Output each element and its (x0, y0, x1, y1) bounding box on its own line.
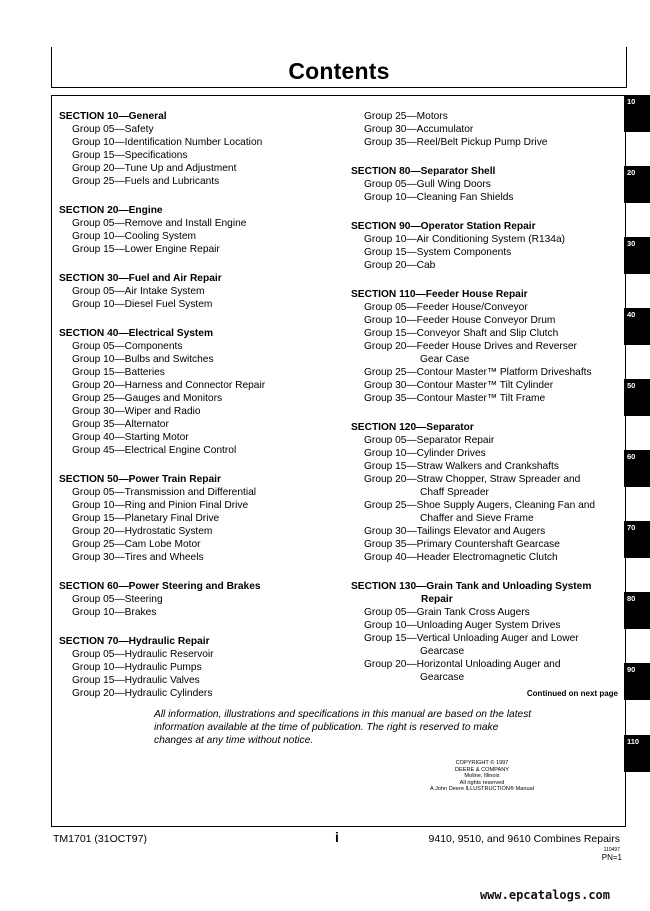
section-tab-60[interactable]: 60 (624, 450, 650, 487)
section-title[interactable] (59, 204, 344, 217)
section-title[interactable] (59, 635, 344, 648)
toc-group-entry[interactable] (351, 327, 621, 340)
footer-doc-id: TM1701 (31OCT97) (53, 833, 147, 845)
toc-group-entry[interactable] (59, 661, 344, 674)
section-title-text: SECTION 20—Engine (59, 205, 163, 216)
group-label-continuation: Chaff Spreader (420, 487, 489, 498)
toc-group-entry[interactable] (351, 191, 621, 204)
toc-group-entry[interactable] (351, 525, 621, 538)
section-tab-50[interactable]: 50 (624, 379, 650, 416)
group-label: Group 10—Bulbs and Switches (72, 354, 214, 365)
toc-section (351, 110, 621, 149)
group-label: Group 10—Hydraulic Pumps (72, 662, 202, 673)
group-label: Group 20—Hydrostatic System (72, 526, 213, 537)
toc-group-entry[interactable] (351, 136, 621, 149)
toc-group-entry[interactable] (351, 551, 621, 564)
toc-group-entry[interactable] (59, 353, 344, 366)
toc-group-entry[interactable] (351, 460, 621, 473)
toc-group-entry[interactable] (59, 392, 344, 405)
toc-section (351, 165, 621, 204)
toc-group-entry[interactable] (59, 405, 344, 418)
section-title-continuation: Repair (421, 594, 453, 605)
toc-group-entry[interactable] (351, 178, 621, 191)
toc-group-entry[interactable] (59, 538, 344, 551)
group-label: Group 25—Motors (364, 111, 448, 122)
toc-group-entry[interactable] (59, 366, 344, 379)
section-tab-90[interactable]: 90 (624, 663, 650, 700)
group-label: Group 05—Feeder House/Conveyor (364, 302, 528, 313)
toc-group-entry[interactable] (351, 123, 621, 136)
section-tab-80[interactable]: 80 (624, 592, 650, 629)
toc-section (59, 580, 344, 619)
group-label: Group 20—Tune Up and Adjustment (72, 163, 237, 174)
group-label: Group 10—Feeder House Conveyor Drum (364, 315, 556, 326)
group-label: Group 15—Vertical Unloading Auger and Lower (364, 633, 579, 644)
toc-group-entry[interactable] (59, 136, 344, 149)
group-label: Group 30—Accumulator (364, 124, 474, 135)
group-label: Group 05—Separator Repair (364, 435, 495, 446)
group-label: Group 15—Planetary Final Drive (72, 513, 220, 524)
group-label: Group 05—Safety (72, 124, 154, 135)
section-title-text: SECTION 30—Fuel and Air Repair (59, 273, 222, 284)
toc-group-entry[interactable] (351, 301, 621, 314)
title-box (51, 47, 627, 88)
toc-group-entry[interactable] (351, 340, 621, 366)
toc-group-entry[interactable] (59, 486, 344, 499)
copyright-line: COPYRIGHT © 1997 (455, 760, 509, 766)
toc-group-entry[interactable] (351, 499, 621, 525)
group-label: Group 35—Primary Countershaft Gearcase (364, 539, 560, 550)
group-label: Group 15—Conveyor Shaft and Slip Clutch (364, 328, 559, 339)
section-title-text: SECTION 120—Separator (351, 422, 474, 433)
section-title-text: SECTION 40—Electrical System (59, 328, 214, 339)
group-label-continuation: Gearcase (420, 672, 465, 683)
section-title-text: SECTION 50—Power Train Repair (59, 474, 221, 485)
group-label: Group 10—Air Conditioning System (R134a) (364, 234, 566, 245)
section-title[interactable] (351, 220, 621, 233)
group-label: Group 30—Tires and Wheels (72, 552, 204, 563)
footer-pn: PN=1 (601, 853, 622, 862)
group-label: Group 20—Horizontal Unloading Auger and (364, 659, 561, 670)
group-label: Group 10—Brakes (72, 607, 157, 618)
group-label: Group 25—Cam Lobe Motor (72, 539, 201, 550)
toc-group-entry[interactable] (59, 648, 344, 661)
toc-group-entry[interactable] (351, 538, 621, 551)
toc-group-entry[interactable] (351, 379, 621, 392)
group-label: Group 10—Unloading Auger System Drives (364, 620, 561, 631)
group-label: Group 10—Identification Number Location (72, 137, 263, 148)
toc-section (351, 580, 621, 684)
group-label: Group 25—Shoe Supply Augers, Cleaning Fan and (364, 500, 596, 511)
toc-section (59, 110, 344, 188)
section-title-text: SECTION 130—Grain Tank and Unloading System (351, 581, 592, 592)
group-label: Group 10—Cooling System (72, 231, 197, 242)
group-label: Group 15—Lower Engine Repair (72, 244, 220, 255)
section-tab-70[interactable]: 70 (624, 521, 650, 558)
group-label: Group 20—Harness and Connector Repair (72, 380, 266, 391)
toc-group-entry[interactable] (351, 619, 621, 632)
group-label: Group 25—Gauges and Monitors (72, 393, 223, 404)
section-title[interactable] (351, 421, 621, 434)
group-label-continuation: Chaffer and Sieve Frame (420, 513, 534, 524)
toc-group-entry[interactable] (351, 606, 621, 619)
group-label: Group 05—Air Intake System (72, 286, 205, 297)
group-label-continuation: Gearcase (420, 646, 465, 657)
section-title-text: SECTION 10—General (59, 111, 167, 122)
section-title[interactable] (351, 165, 621, 178)
toc-group-entry[interactable] (59, 674, 344, 687)
toc-group-entry[interactable] (351, 366, 621, 379)
group-label: Group 10—Diesel Fuel System (72, 299, 213, 310)
disclaimer: All information, illustrations and specifications in this manual are based on the latest information available at the time of publication. The right is reserved to make changes at any time without notice. (154, 709, 532, 746)
group-label: Group 05—Remove and Install Engine (72, 218, 247, 229)
group-label: Group 25—Fuels and Lubricants (72, 176, 220, 187)
section-title-text: SECTION 80—Separator Shell (351, 166, 496, 177)
toc-group-entry[interactable] (351, 447, 621, 460)
toc-section (59, 327, 344, 457)
section-tab-30[interactable]: 30 (624, 237, 650, 274)
group-label: Group 05—Transmission and Differential (72, 487, 257, 498)
toc-section (59, 473, 344, 564)
toc-group-entry[interactable] (59, 230, 344, 243)
toc-group-entry[interactable] (59, 217, 344, 230)
toc-group-entry[interactable] (351, 658, 621, 684)
group-label: Group 05—Components (72, 341, 183, 352)
copyright-block (397, 760, 567, 793)
toc-section (351, 421, 621, 564)
group-label: Group 05—Hydraulic Reservoir (72, 649, 214, 660)
group-label: Group 30—Contour Master™ Tilt Cylinder (364, 380, 554, 391)
page-title: Contents (288, 58, 390, 84)
toc-group-entry[interactable] (59, 243, 344, 256)
toc-group-entry[interactable] (351, 314, 621, 327)
toc-section (59, 204, 344, 256)
group-label: Group 15—Batteries (72, 367, 165, 378)
watermark-text: www.epcatalogs.com (479, 888, 610, 902)
group-label: Group 35—Alternator (72, 419, 169, 430)
section-title[interactable] (59, 327, 344, 340)
right-column (351, 110, 621, 700)
group-label: Group 05—Steering (72, 594, 163, 605)
copyright-line: DEERE & COMPANY (455, 766, 509, 773)
toc-group-entry[interactable] (351, 392, 621, 405)
group-label: Group 15—Straw Walkers and Crankshafts (364, 461, 559, 472)
group-label: Group 20—Straw Chopper, Straw Spreader and (364, 474, 581, 485)
toc-section (351, 220, 621, 272)
footer-code: 110497 (603, 847, 620, 853)
toc-group-entry[interactable] (59, 418, 344, 431)
group-label: Group 40—Starting Motor (72, 432, 189, 443)
footer-doc-title: 9410, 9510, and 9610 Combines Repairs (428, 833, 620, 845)
group-label: Group 45—Electrical Engine Control (72, 445, 237, 456)
copyright-line: Moline, Illinois (464, 773, 500, 779)
section-title[interactable] (351, 580, 621, 606)
toc-group-entry[interactable] (59, 606, 344, 619)
section-title[interactable] (59, 580, 344, 593)
toc-group-entry[interactable] (59, 593, 344, 606)
section-tab-10[interactable]: 10 (624, 95, 650, 132)
toc-group-entry[interactable] (59, 175, 344, 188)
toc-group-entry[interactable] (59, 687, 344, 700)
section-title[interactable] (59, 473, 344, 486)
toc-group-entry[interactable] (351, 233, 621, 246)
group-label: Group 30—Tailings Elevator and Augers (364, 526, 546, 537)
toc-group-entry[interactable] (351, 110, 621, 123)
group-label: Group 35—Reel/Belt Pickup Pump Drive (364, 137, 548, 148)
group-label: Group 10—Cylinder Drives (364, 448, 486, 459)
section-tab-40[interactable]: 40 (624, 308, 650, 345)
section-title[interactable] (351, 288, 621, 301)
toc-group-entry[interactable] (59, 444, 344, 457)
toc-group-entry[interactable] (59, 431, 344, 444)
section-tab-110[interactable]: 110 (624, 735, 650, 772)
left-column (59, 110, 344, 716)
toc-group-entry[interactable] (59, 551, 344, 564)
toc-group-entry[interactable] (351, 434, 621, 447)
toc-group-entry[interactable] (59, 298, 344, 311)
toc-group-entry[interactable] (351, 259, 621, 272)
continued-note: Continued on next page (526, 689, 618, 698)
toc-group-entry[interactable] (59, 340, 344, 353)
group-label: Group 10—Ring and Pinion Final Drive (72, 500, 249, 511)
group-label: Group 35—Contour Master™ Tilt Frame (364, 393, 546, 404)
toc-group-entry[interactable] (59, 149, 344, 162)
toc-group-entry[interactable] (351, 473, 621, 499)
section-tab-20[interactable]: 20 (624, 166, 650, 203)
copyright-line: All rights reserved (459, 779, 505, 786)
toc-group-entry[interactable] (59, 162, 344, 175)
toc-section (59, 272, 344, 311)
toc-section (351, 288, 621, 405)
group-label: Group 10—Cleaning Fan Shields (364, 192, 514, 203)
section-title-text: SECTION 90—Operator Station Repair (351, 221, 536, 232)
section-title[interactable] (59, 272, 344, 285)
toc-group-entry[interactable] (351, 246, 621, 259)
group-label: Group 15—Hydraulic Valves (72, 675, 200, 686)
toc-group-entry[interactable] (59, 499, 344, 512)
section-title[interactable] (59, 110, 344, 123)
group-label: Group 20—Hydraulic Cylinders (72, 688, 213, 699)
toc-group-entry[interactable] (59, 379, 344, 392)
section-title-text: SECTION 70—Hydraulic Repair (59, 636, 210, 647)
toc-group-entry[interactable] (59, 285, 344, 298)
group-label: Group 40—Header Electromagnetic Clutch (364, 552, 558, 563)
group-label: Group 25—Contour Master™ Platform Driveshafts (364, 367, 592, 378)
footer-page-number: i (335, 829, 339, 845)
group-label: Group 20—Cab (364, 260, 436, 271)
group-label: Group 20—Feeder House Drives and Reverser (364, 341, 577, 352)
section-title-text: SECTION 110—Feeder House Repair (351, 289, 528, 300)
toc-group-entry[interactable] (59, 123, 344, 136)
toc-group-entry[interactable] (351, 632, 621, 658)
group-label-continuation: Gear Case (420, 354, 470, 365)
toc-section (59, 635, 344, 700)
group-label: Group 05—Gull Wing Doors (364, 179, 491, 190)
group-label: Group 15—Specifications (72, 150, 188, 161)
toc-group-entry[interactable] (59, 512, 344, 525)
toc-group-entry[interactable] (59, 525, 344, 538)
copyright-line: A John Deere ILLUSTRUCTION® Manual (430, 786, 534, 792)
group-label: Group 05—Grain Tank Cross Augers (364, 607, 530, 618)
section-title-text: SECTION 60—Power Steering and Brakes (59, 581, 261, 592)
group-label: Group 30—Wiper and Radio (72, 406, 201, 417)
group-label: Group 15—System Components (364, 247, 512, 258)
